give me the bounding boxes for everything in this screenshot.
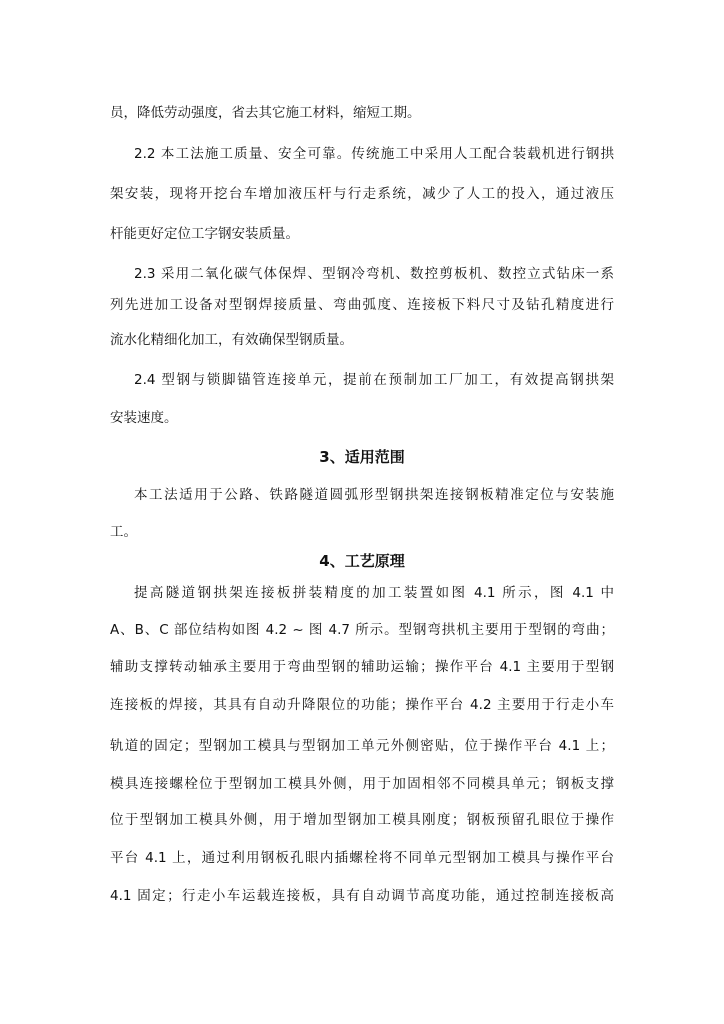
paragraph-line: 模具连接螺栓位于型钢加工模具外侧，用于加固相邻不同模具单元；钢板支撑 [110, 776, 614, 792]
paragraph-line: 提高隧道钢拱架连接板拼装精度的加工装置如图 4.1 所示，图 4.1 中 [134, 585, 614, 601]
paragraph-line: 员，降低劳动强度，省去其它施工材料，缩短工期。 [110, 105, 421, 121]
paragraph-line: 4.1 固定；行走小车运载连接板，具有自动调节高度功能，通过控制连接板高 [110, 888, 614, 904]
paragraph-line: 列先进加工设备对型钢焊接质量、弯曲弧度、连接板下料尺寸及钻孔精度进行 [110, 297, 614, 313]
paragraph-line: 架安装，现将开挖台车增加液压杆与行走系统，减少了人工的投入，通过液压 [110, 186, 614, 202]
paragraph-line: 平台 4.1 上，通过利用钢板孔眼内插螺栓将不同单元型钢加工模具与操作平台 [110, 850, 614, 866]
paragraph-line: 本工法适用于公路、铁路隧道圆弧形型钢拱架连接钢板精准定位与安装施 [134, 487, 614, 503]
paragraph-line: 杆能更好定位工字钢安装质量。 [110, 226, 299, 242]
paragraph-line: 2.4 型钢与锁脚锚管连接单元，提前在预制加工厂加工，有效提高钢拱架 [134, 372, 614, 388]
paragraph-line: 2.3 采用二氧化碳气体保焊、型钢冷弯机、数控剪板机、数控立式钻床一系 [134, 266, 614, 282]
paragraph-line: 安装速度。 [110, 410, 178, 426]
paragraph-line: 辅助支撑转动轴承主要用于弯曲型钢的辅助运输；操作平台 4.1 主要用于型钢 [110, 659, 614, 675]
paragraph-line: 轨道的固定；型钢加工模具与型钢加工单元外侧密贴，位于操作平台 4.1 上； [110, 738, 614, 754]
section-heading-scope: 3、适用范围 [319, 448, 405, 466]
paragraph-line: 流水化精细化加工，有效确保型钢质量。 [110, 332, 353, 348]
paragraph-line: 工。 [110, 524, 137, 540]
section-heading-principle: 4、工艺原理 [319, 552, 405, 570]
paragraph-line: 连接板的焊接，其具有自动升降限位的功能；操作平台 4.2 主要用于行走小车 [110, 697, 614, 713]
paragraph-line: 2.2 本工法施工质量、安全可靠。传统施工中采用人工配合装载机进行钢拱 [134, 146, 614, 162]
paragraph-line: A、B、C 部位结构如图 4.2 ~ 图 4.7 所示。型钢弯拱机主要用于型钢的弯曲； [110, 622, 614, 638]
paragraph-line: 位于型钢加工模具外侧，用于增加型钢加工模具刚度；钢板预留孔眼位于操作 [110, 812, 614, 828]
